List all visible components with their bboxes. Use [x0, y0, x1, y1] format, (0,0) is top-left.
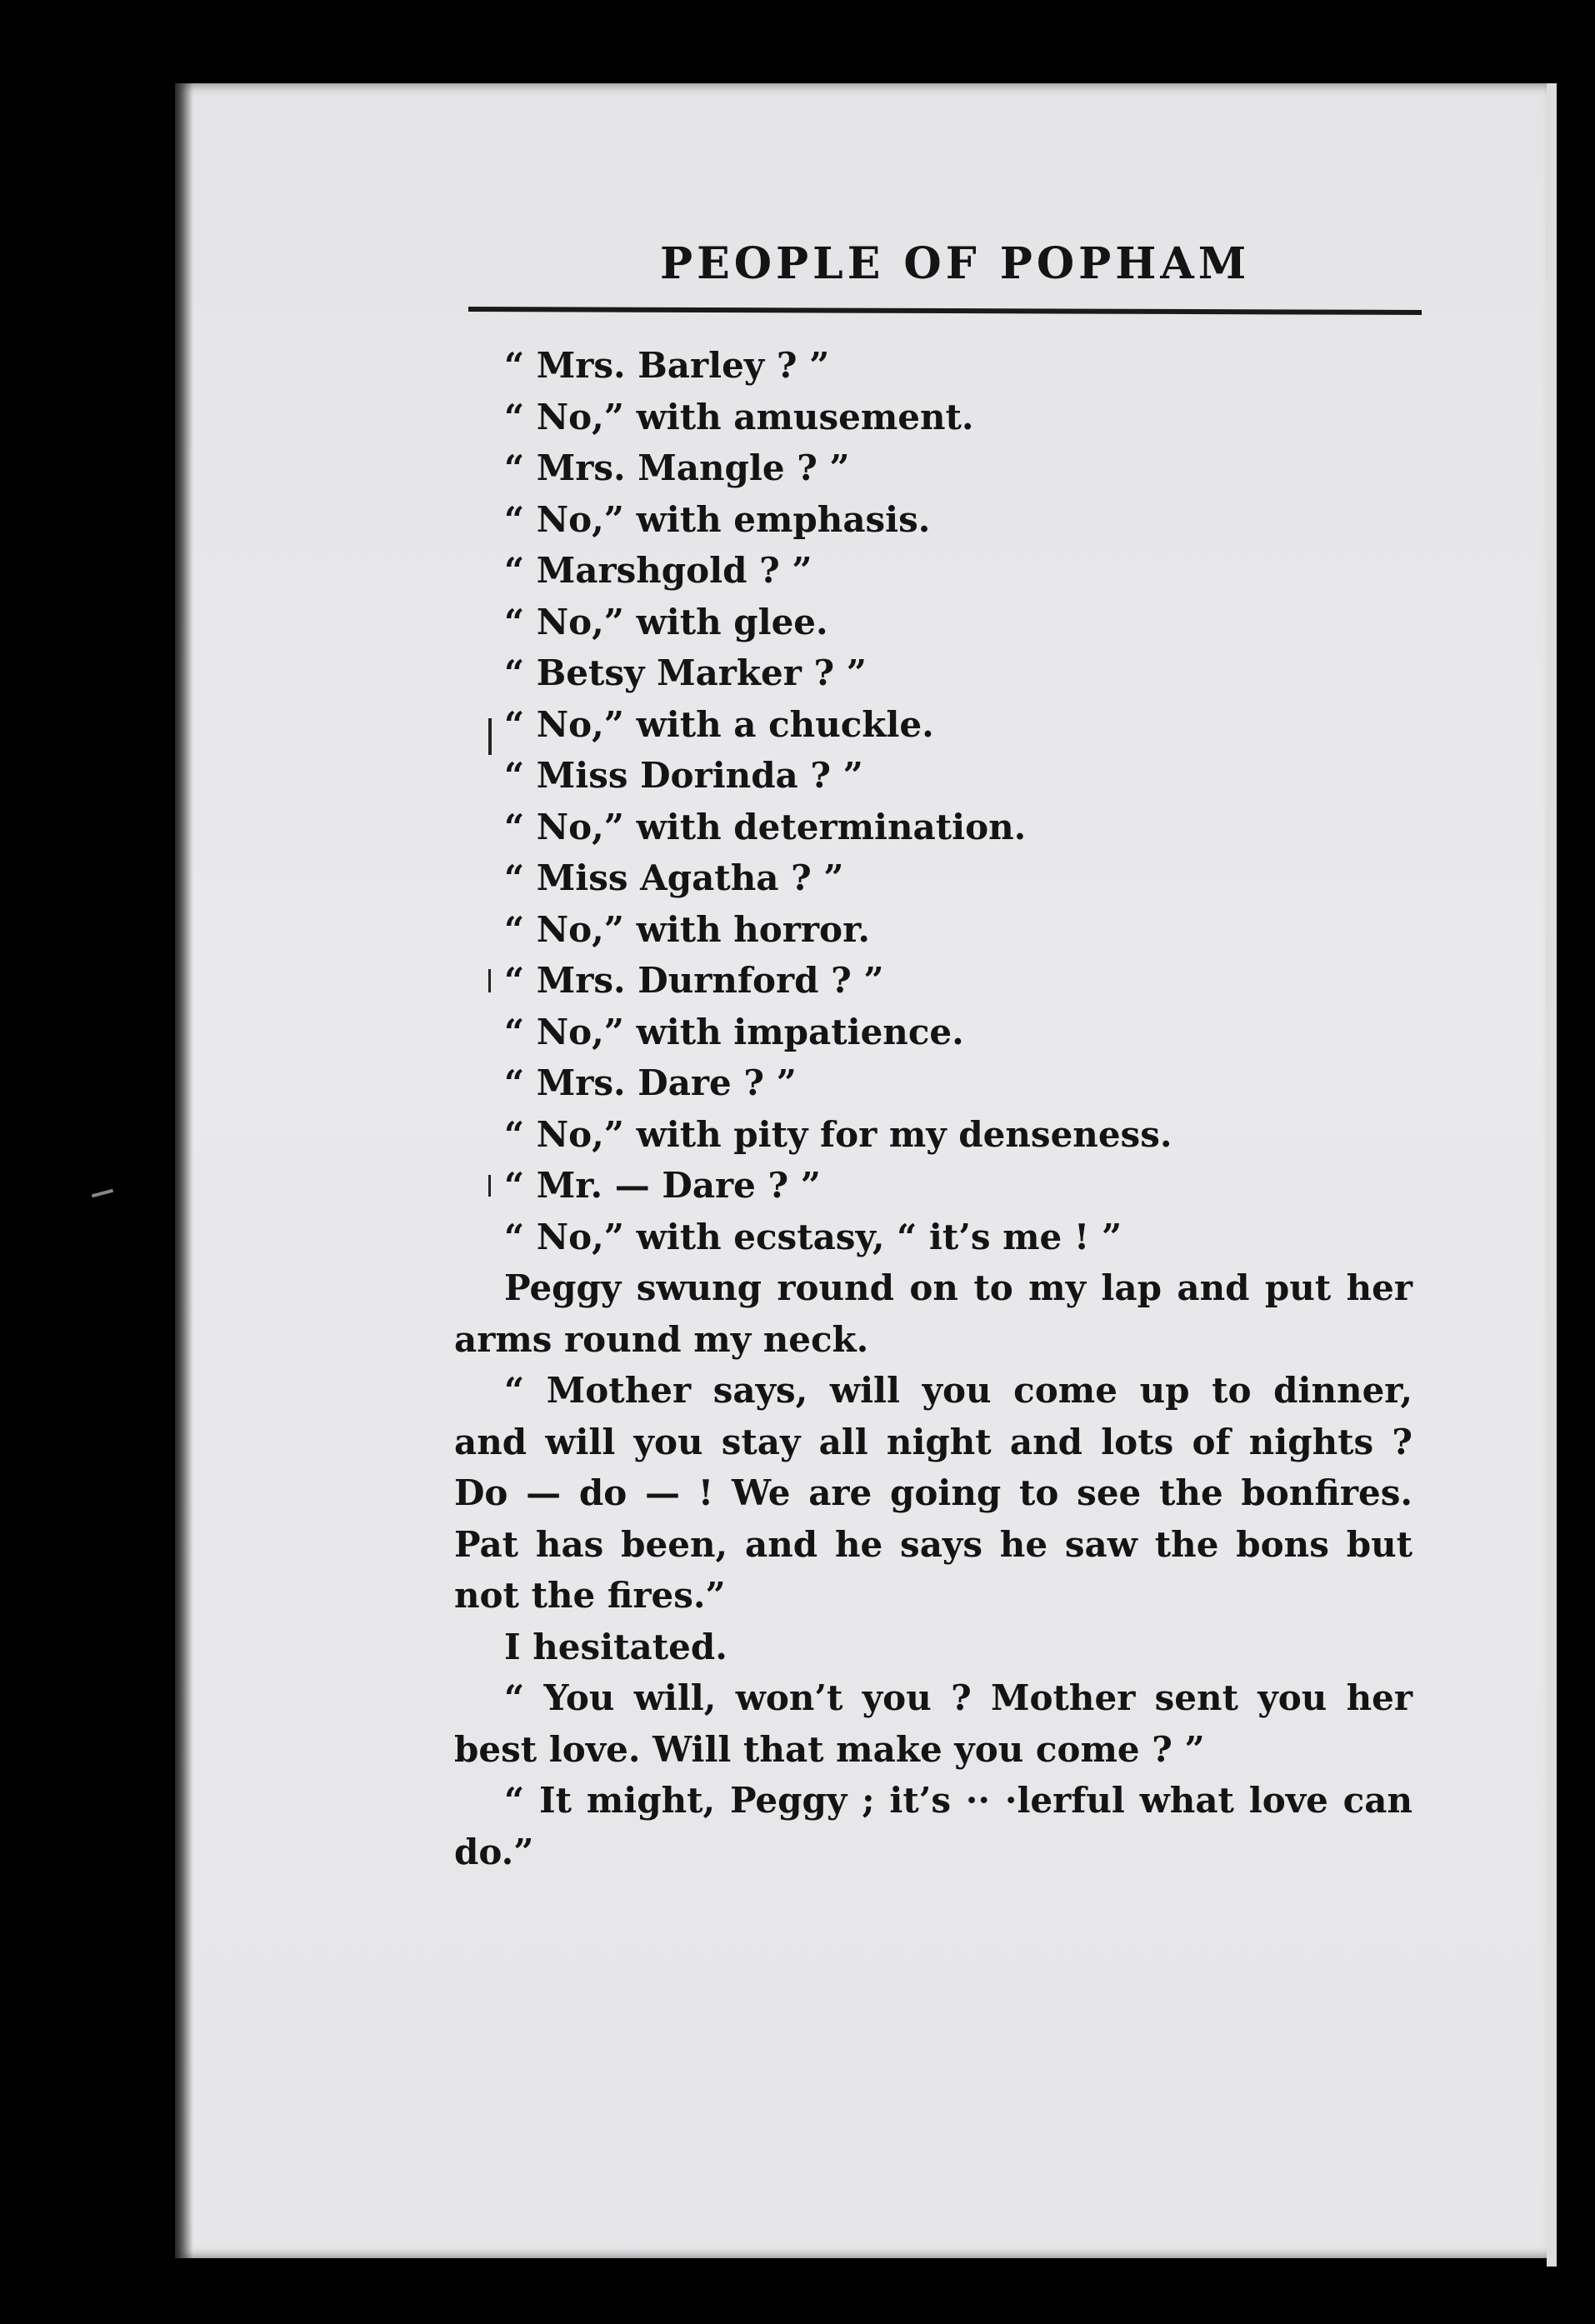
dialogue-line: “ No,” with impatience.	[504, 1011, 964, 1052]
dialogue-line: “ Mr. — Dare ? ”	[504, 1165, 821, 1206]
dialogue-line: “ No,” with amusement.	[504, 396, 974, 437]
dialogue-line: “ Miss Dorinda ? ”	[504, 755, 863, 796]
dialogue-line: “ Miss Agatha ? ”	[504, 857, 844, 898]
dialogue-line: “ No,” with ecstasy, “ it’s me ! ”	[504, 1216, 1122, 1257]
paragraph: I hesitated.	[504, 1626, 728, 1667]
dialogue-line: “ No,” with horror.	[504, 908, 870, 950]
dialogue-line: “ Mrs. Durnford ? ”	[504, 960, 884, 1001]
page-body	[454, 340, 1412, 1877]
paragraph: “ It might, Peggy ; it’s ·· ·lerful what love can do.”	[454, 1780, 1412, 1872]
scan-artifact	[92, 1189, 113, 1198]
dialogue-line: “ Mrs. Mangle ? ”	[504, 447, 850, 488]
running-head: PEOPLE OF POPHAM	[660, 238, 1251, 289]
dialogue-line: “ Betsy Marker ? ”	[504, 652, 867, 693]
dialogue-line: “ Mrs. Barley ? ”	[504, 345, 830, 386]
gutter-shadow	[175, 83, 193, 2258]
paragraph: Peggy swung round on to my lap and put her arms round my neck.	[454, 1267, 1412, 1360]
paragraph: “ You will, won’t you ? Mother sent you her best love. Will that make you come ? ”	[454, 1677, 1412, 1770]
dialogue-line: “ No,” with pity for my denseness.	[504, 1113, 1172, 1155]
page-right-edge	[1547, 83, 1557, 2267]
dialogue-line: “ No,” with a chuckle.	[504, 703, 934, 745]
paragraph: “ Mother says, will you come up to dinner, and will you stay all night and lots of nights ? Do — do — ! We are going to see the bonfires. Pat has been, and he says he saw the bons but not the fires.”	[454, 1370, 1412, 1616]
dialogue-line: “ Mrs. Dare ? ”	[504, 1062, 797, 1103]
dialogue-line: “ Marshgold ? ”	[504, 550, 812, 591]
dialogue-line: “ No,” with determination.	[504, 806, 1027, 847]
dialogue-line: “ No,” with glee.	[504, 601, 828, 642]
dialogue-line: “ No,” with emphasis.	[504, 498, 931, 540]
